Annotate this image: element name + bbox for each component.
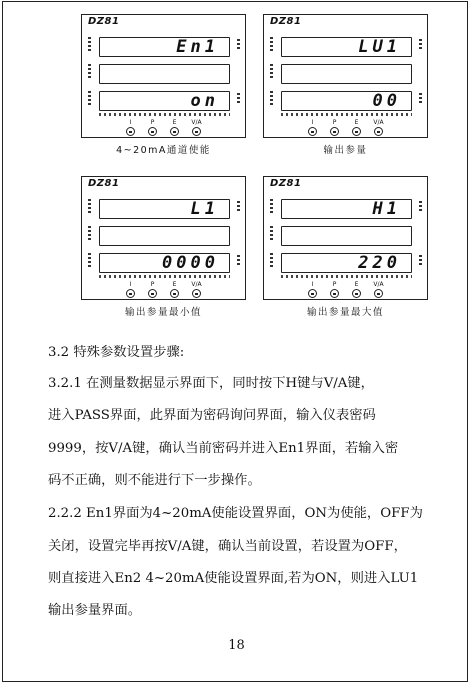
button-icon — [148, 127, 157, 136]
display-row-2 — [99, 226, 230, 246]
meter-panel-lu1 — [263, 14, 428, 160]
indicator-leds-icon — [270, 226, 275, 242]
meter-panel-l1 — [81, 176, 246, 322]
indicator-leds-icon — [88, 91, 93, 107]
display-row-3: on — [99, 91, 230, 111]
display-row-2 — [99, 64, 230, 84]
button-icon — [192, 289, 201, 298]
key-row — [306, 282, 386, 298]
panel-caption: 输出参量最大值 — [306, 307, 384, 318]
meter-brand: DZ81 — [88, 178, 120, 189]
display-row-1: En1 — [99, 37, 230, 57]
button-icon — [374, 289, 383, 298]
key-i[interactable]: I — [124, 120, 138, 136]
button-icon — [330, 127, 339, 136]
paragraph-line: 则直接进入En2 4~20mA使能设置界面,若为ON，则进入LU1 — [48, 571, 419, 586]
key-row — [124, 282, 204, 298]
indicator-leds-icon — [88, 37, 93, 53]
display-row-2 — [281, 64, 412, 84]
key-e[interactable]: E — [350, 120, 364, 136]
indicator-leds-icon — [270, 37, 275, 53]
display-row-1: L1 — [99, 199, 230, 219]
meter-brand: DZ81 — [270, 178, 302, 189]
unit-leds-icon — [237, 255, 241, 267]
meter-frame — [81, 14, 246, 138]
key-i[interactable]: I — [306, 282, 320, 298]
unit-leds-icon — [419, 39, 423, 51]
meter-brand: DZ81 — [88, 16, 120, 27]
paragraph-line: 码不正确，则不能进行下一步操作。 — [48, 473, 261, 488]
display-row-1: H1 — [281, 199, 412, 219]
display-row-1: LU1 — [281, 37, 412, 57]
button-icon — [126, 127, 135, 136]
bar-scale — [281, 113, 412, 116]
meter-panel-h1 — [263, 176, 428, 322]
key-va[interactable]: V/A — [190, 282, 204, 298]
unit-leds-icon — [237, 93, 241, 105]
button-icon — [330, 289, 339, 298]
page-number: 18 — [228, 638, 245, 653]
key-va[interactable]: V/A — [372, 282, 386, 298]
unit-leds-icon — [419, 255, 423, 267]
bar-scale — [281, 275, 412, 278]
paragraph-line: 关闭，设置完毕再按V/A键，确认当前设置，若设置为OFF， — [48, 539, 407, 554]
paragraph-line: 9999，按V/A键，确认当前密码并进入En1界面，若输入密 — [48, 441, 399, 456]
key-e[interactable]: E — [350, 282, 364, 298]
key-row — [124, 120, 204, 136]
key-p[interactable]: P — [328, 120, 342, 136]
key-row — [306, 120, 386, 136]
key-i[interactable]: I — [124, 282, 138, 298]
indicator-leds-icon — [270, 91, 275, 107]
button-icon — [352, 289, 361, 298]
indicator-leds-icon — [88, 199, 93, 215]
unit-leds-icon — [419, 93, 423, 105]
key-va[interactable]: V/A — [372, 120, 386, 136]
button-icon — [308, 289, 317, 298]
meter-panel-en1 — [81, 14, 246, 160]
paragraph-line: 3.2.1 在测量数据显示界面下，同时按下H键与V/A键， — [48, 376, 374, 391]
button-icon — [126, 289, 135, 298]
indicator-leds-icon — [270, 199, 275, 215]
bar-scale — [99, 275, 230, 278]
meter-brand: DZ81 — [270, 16, 302, 27]
display-row-3: 220 — [281, 253, 412, 273]
key-p[interactable]: P — [146, 120, 160, 136]
indicator-leds-icon — [270, 253, 275, 269]
button-icon — [352, 127, 361, 136]
key-p[interactable]: P — [146, 282, 160, 298]
key-e[interactable]: E — [168, 120, 182, 136]
meter-frame — [263, 176, 428, 300]
key-e[interactable]: E — [168, 282, 182, 298]
button-icon — [308, 127, 317, 136]
key-i[interactable]: I — [306, 120, 320, 136]
unit-leds-icon — [237, 201, 241, 213]
panel-caption: 输出参量最小值 — [124, 307, 202, 318]
display-row-3: 00 — [281, 91, 412, 111]
button-icon — [170, 289, 179, 298]
display-row-2 — [281, 226, 412, 246]
bar-scale — [99, 113, 230, 116]
meter-frame — [81, 176, 246, 300]
key-va[interactable]: V/A — [190, 120, 204, 136]
unit-leds-icon — [419, 201, 423, 213]
button-icon — [192, 127, 201, 136]
indicator-leds-icon — [270, 64, 275, 80]
button-icon — [148, 289, 157, 298]
panel-caption: 输出参量 — [323, 145, 368, 156]
section-heading: 3.2 特殊参数设置步骤: — [48, 345, 185, 360]
indicator-leds-icon — [88, 253, 93, 269]
key-p[interactable]: P — [328, 282, 342, 298]
button-icon — [374, 127, 383, 136]
paragraph-line: 输出参量界面。 — [48, 603, 142, 618]
unit-leds-icon — [237, 39, 241, 51]
indicator-leds-icon — [88, 226, 93, 242]
button-icon — [170, 127, 179, 136]
display-row-3: 0000 — [99, 253, 230, 273]
paragraph-line: 2.2.2 En1界面为4~20mA使能设置界面，ON为使能，OFF为 — [48, 506, 423, 521]
indicator-leds-icon — [88, 64, 93, 80]
paragraph-line: 进入PASS界面，此界面为密码询问界面，输入仪表密码 — [48, 408, 376, 423]
panel-caption: 4~20mA通道使能 — [116, 145, 211, 156]
meter-frame — [263, 14, 428, 138]
